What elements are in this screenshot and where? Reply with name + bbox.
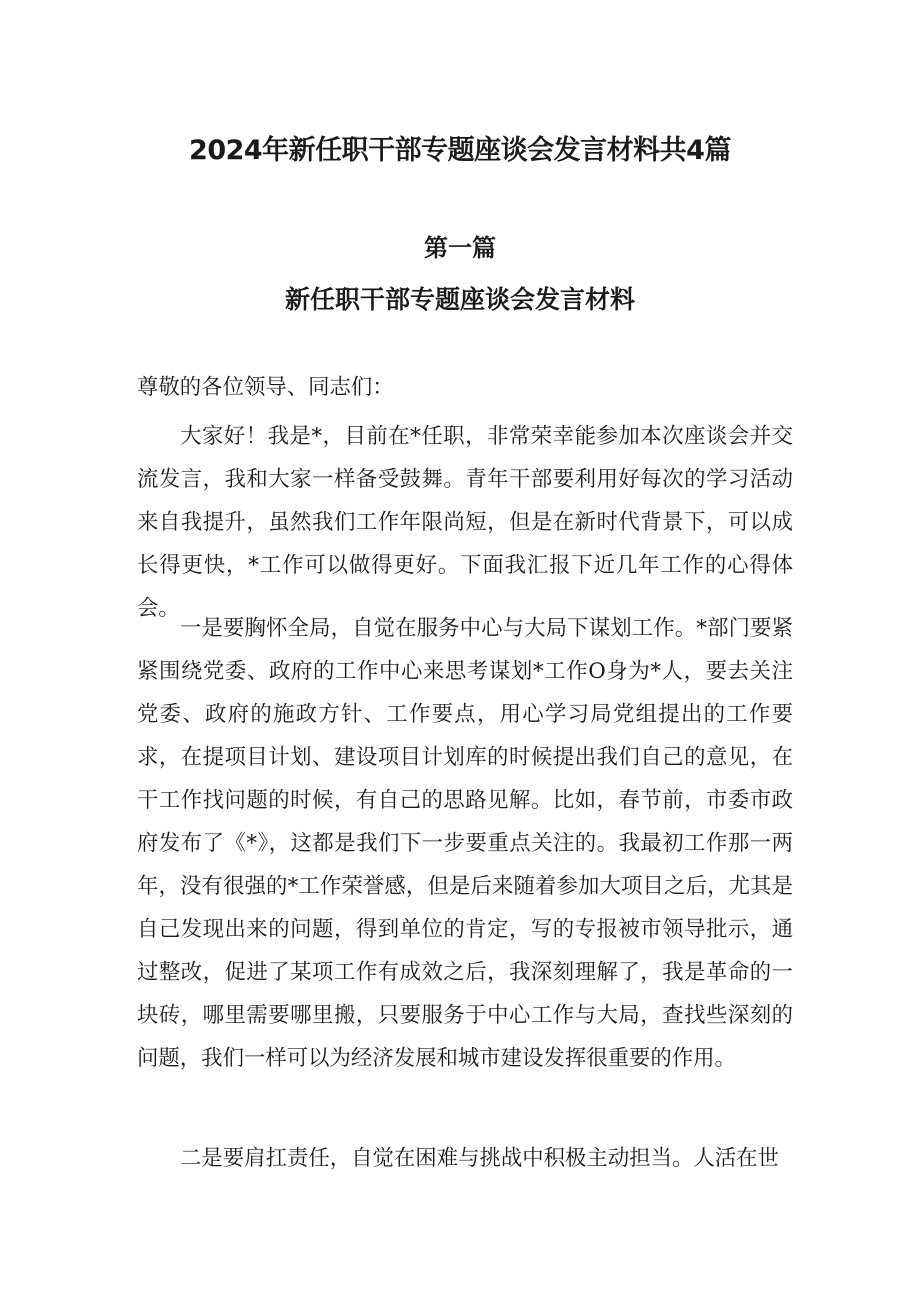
part-label: 第一篇: [424, 234, 496, 262]
paragraph-point-one: 一是要胸怀全局，自觉在服务中心与大局下谋划工作。*部门要紧紧围绕党委、政府的工作中心来思考谋划*工作O身为*人，要去关注党委、政府的施政方针、工作要点，用心学习局党组提出的工作要求，在提项目计划、建设项目计划库的时候提出我们自己的意见，在干工作找问题的时候，有自己的思路见解。比如，春节前，市委市政府发布了《*》，这都是我们下一步要重点关注的。我最初工作那一两年，没有很强的*工作荣誉感，但是后来随着参加大项目之后，尤其是自己发现出来的问题，得到单位的肯定，写的专报被市领导批示，通过整改，促进了某项工作有成效之后，我深刻理解了，我是革命的一块砖，哪里需要哪里搬，只要服务于中心工作与大局，查找些深刻的问题，我们一样可以为经济发展和城市建设发挥很重要的作用。: [137, 616, 793, 1071]
part-title: 新任职干部专题座谈会发言材料: [284, 285, 635, 314]
salutation: 尊敬的各位领导、同志们：: [137, 375, 394, 400]
paragraph-point-two-text: 二是要肩扛责任，自觉在困难与挑战中积极主动担当。人活在世: [180, 1146, 779, 1171]
paragraph-intro: 大家好！我是*，目前在*任职，非常荣幸能参加本次座谈会并交流发言，我和大家一样备受鼓舞。青年干部要利用好每次的学习活动来自我提升，虽然我们工作年限尚短，但是在新时代背景下，可以成长得更快，*工作可以做得更好。下面我汇报下近几年工作的心得体会。: [137, 424, 793, 621]
document-title: 2024年新任职干部专题座谈会发言材料共4篇: [189, 135, 731, 166]
paragraph-point-two: [137, 1137, 793, 1180]
